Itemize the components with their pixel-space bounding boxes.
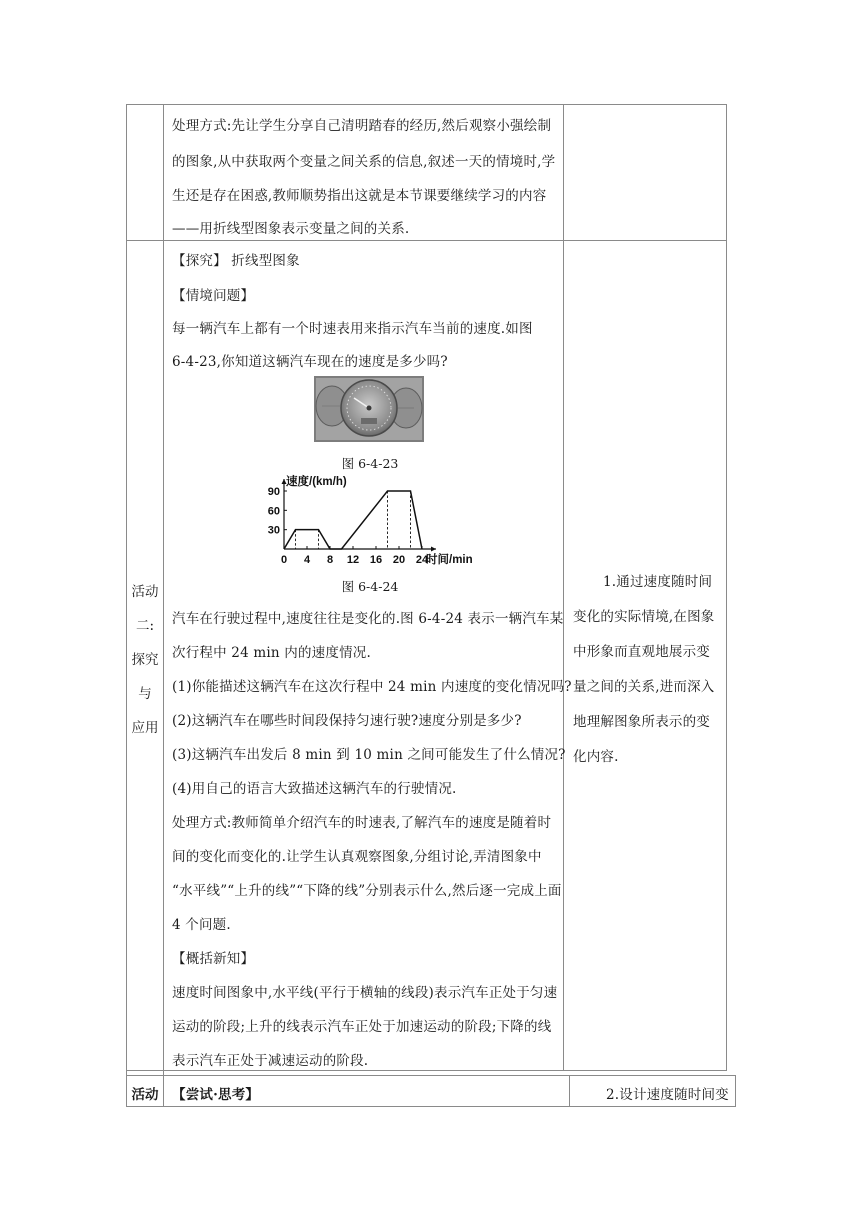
activity-label: 与 bbox=[138, 686, 152, 702]
method-line: 处理方式:教师简单介绍汽车的时速表,了解汽车的速度是随着时 bbox=[172, 815, 552, 831]
body-line: 汽车在行驶过程中,速度往往是变化的.图 6-4-24 表示一辆汽车某 bbox=[172, 611, 564, 627]
y-tick-label: 30 bbox=[267, 524, 280, 537]
row3-divider bbox=[569, 1075, 570, 1106]
activity-label: 活动 bbox=[131, 1087, 159, 1103]
x-tick-label: 20 bbox=[392, 554, 406, 566]
method-line: 4 个问题. bbox=[172, 917, 231, 933]
speed-time-chart bbox=[262, 475, 473, 567]
x-tick-label: 24 bbox=[415, 554, 429, 566]
heading-try: 【尝试·思考】 bbox=[172, 1087, 260, 1103]
x-axis-label: 时间/min bbox=[426, 554, 473, 566]
method-line: “水平线”“上升的线”“下降的线”分别表示什么,然后逐一完成上面 bbox=[172, 883, 562, 899]
x-tick-label: 4 bbox=[303, 554, 311, 566]
summary-line: 速度时间图象中,水平线(平行于横轴的线段)表示汽车正处于匀速 bbox=[172, 985, 558, 1001]
heading-scenario: 【情境问题】 bbox=[172, 288, 255, 304]
speed-line bbox=[284, 491, 422, 549]
row3-right-border bbox=[735, 1075, 736, 1106]
y-axis-label: 速度/(km/h) bbox=[286, 476, 347, 488]
y-tick-label: 60 bbox=[267, 505, 280, 518]
question-1: (1)你能描述这辆汽车在这次行程中 24 min 内速度的变化情况吗? bbox=[172, 679, 572, 695]
activity-label: 二: bbox=[135, 618, 155, 634]
x-tick-label: 0 bbox=[280, 554, 288, 566]
y-tick-label: 90 bbox=[267, 486, 280, 498]
activity-label: 探究 bbox=[131, 652, 159, 668]
activity-label: 应用 bbox=[131, 720, 159, 736]
design-intent-line: 量之间的关系,进而深入 bbox=[573, 679, 715, 695]
heading-explore: 【探究】 折线型图象 bbox=[172, 253, 300, 269]
figure-caption: 图 6-4-24 bbox=[341, 579, 399, 594]
activity-label: 活动 bbox=[131, 584, 159, 600]
question-4: (4)用自己的语言大致描述这辆汽车的行驶情况. bbox=[172, 781, 457, 797]
x-tick-label: 8 bbox=[326, 554, 334, 566]
row1-text-line: 生还是存在困惑,教师顺势指出这就是本节课要继续学习的内容 bbox=[172, 188, 547, 204]
summary-line: 运动的阶段;上升的线表示汽车正处于加速运动的阶段;下降的线 bbox=[172, 1019, 552, 1035]
x-tick-label: 12 bbox=[346, 554, 360, 566]
x-axis-arrow bbox=[431, 547, 436, 552]
row1-text-line: 处理方式:先让学生分享自己清明踏春的经历,然后观察小强绘制 bbox=[172, 118, 552, 134]
design-intent-line: 化内容. bbox=[573, 749, 619, 765]
scenario-line: 6-4-23,你知道这辆汽车现在的速度是多少吗? bbox=[172, 354, 448, 370]
row-divider-3 bbox=[126, 1075, 736, 1076]
design-intent-line: 地理解图象所表示的变 bbox=[573, 714, 710, 730]
table-left-border bbox=[126, 104, 127, 1106]
column-divider-right bbox=[563, 104, 564, 1070]
row-divider-2 bbox=[126, 1070, 727, 1071]
question-3: (3)这辆汽车出发后 8 min 到 10 min 之间可能发生了什么情况? bbox=[172, 747, 566, 763]
heading-summary: 【概括新知】 bbox=[172, 951, 255, 967]
row1-text-line: 的图象,从中获取两个变量之间关系的信息,叙述一天的情境时,学 bbox=[172, 154, 556, 170]
x-tick-label: 16 bbox=[369, 554, 383, 566]
column-divider-left bbox=[163, 104, 164, 1106]
summary-line: 表示汽车正处于减速运动的阶段. bbox=[172, 1053, 369, 1069]
table-right-border bbox=[726, 104, 727, 1070]
speedometer-photo bbox=[314, 376, 424, 442]
design-intent-line: 2.设计速度随时间变 bbox=[606, 1087, 729, 1103]
question-2: (2)这辆汽车在哪些时间段保持匀速行驶?速度分别是多少? bbox=[172, 713, 522, 729]
method-line: 间的变化而变化的.让学生认真观察图象,分组讨论,弄清图象中 bbox=[172, 849, 542, 865]
body-line: 次行程中 24 min 内的速度情况. bbox=[172, 645, 371, 661]
design-intent-line: 1.通过速度随时间 bbox=[603, 574, 713, 590]
scenario-line: 每一辆汽车上都有一个时速表用来指示汽车当前的速度.如图 bbox=[172, 321, 533, 337]
figure-caption: 图 6-4-23 bbox=[341, 456, 399, 471]
table-top-border bbox=[126, 104, 727, 105]
design-intent-line: 中形象而直观地展示变 bbox=[573, 644, 710, 660]
design-intent-line: 变化的实际情境,在图象 bbox=[573, 609, 715, 625]
row1-text-line: ——用折线型图象表示变量之间的关系. bbox=[172, 221, 410, 237]
table-bottom-border bbox=[126, 1106, 736, 1107]
row-divider-1 bbox=[126, 240, 727, 241]
